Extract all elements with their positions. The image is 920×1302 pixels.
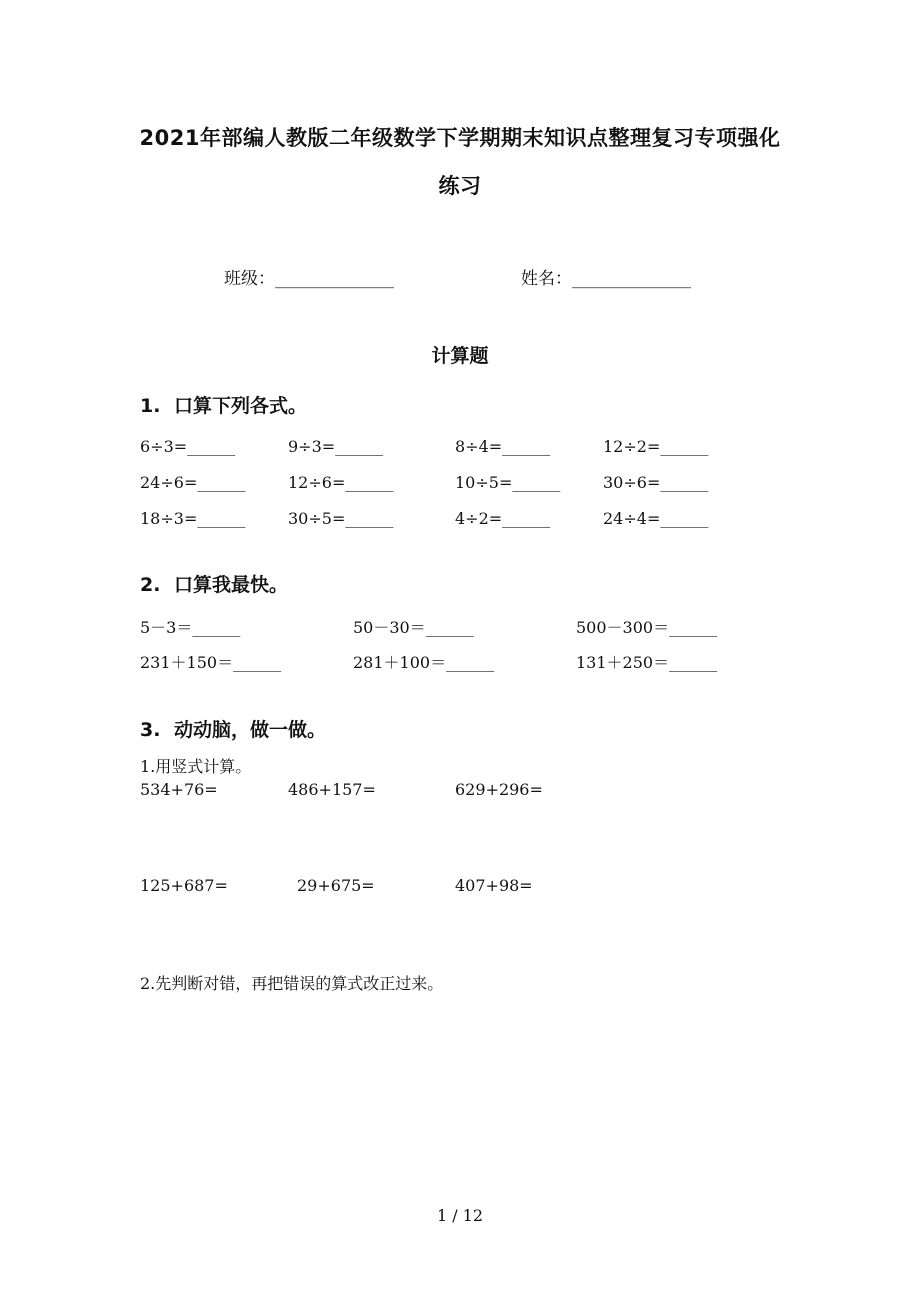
subquestion-2-label: 2.先判断对错，再把错误的算式改正过来。 bbox=[140, 974, 444, 993]
name-field: 姓名：______________ bbox=[521, 269, 691, 289]
problem-item: 12÷6=______ bbox=[288, 473, 394, 492]
problem-item: 500－300＝______ bbox=[576, 618, 718, 637]
question-title: 口算下列各式。 bbox=[174, 395, 308, 417]
document-title-line1: 2021年部编人教版二年级数学下学期期末知识点整理复习专项强化 bbox=[139, 126, 781, 150]
problem-item: 131＋250＝______ bbox=[576, 653, 718, 672]
problem-item: 18÷3=______ bbox=[140, 509, 246, 528]
question-number: 2. bbox=[140, 574, 161, 596]
question-1-heading bbox=[140, 391, 307, 418]
problem-item: 10÷5=______ bbox=[455, 473, 561, 492]
question-3-heading bbox=[140, 715, 326, 742]
problem-item: 9÷3=______ bbox=[288, 437, 384, 456]
problem-item: 6÷3=______ bbox=[140, 437, 236, 456]
subquestion-1-label: 1.用竖式计算。 bbox=[140, 757, 252, 776]
question-2-heading bbox=[140, 570, 288, 597]
problem-item: 281＋100＝______ bbox=[353, 653, 495, 672]
question-title: 动动脑，做一做。 bbox=[174, 719, 327, 741]
document-title-line2: 练习 bbox=[438, 174, 482, 198]
question-title: 口算我最快。 bbox=[174, 574, 289, 596]
problem-item: 231＋150＝______ bbox=[140, 653, 282, 672]
calc-item: 486+157= bbox=[288, 780, 376, 799]
class-field: 班级：______________ bbox=[224, 269, 394, 289]
question-number: 1. bbox=[140, 395, 161, 417]
problem-item: 8÷4=______ bbox=[455, 437, 551, 456]
problem-item: 30÷6=______ bbox=[603, 473, 709, 492]
calc-item: 125+687= bbox=[140, 876, 228, 895]
problem-item: 5－3＝______ bbox=[140, 618, 241, 637]
calc-item: 29+675= bbox=[297, 876, 375, 895]
problem-item: 50－30＝______ bbox=[353, 618, 474, 637]
problem-item: 30÷5=______ bbox=[288, 509, 394, 528]
calc-item: 629+296= bbox=[455, 780, 543, 799]
problem-item: 24÷6=______ bbox=[140, 473, 246, 492]
problem-item: 12÷2=______ bbox=[603, 437, 709, 456]
calc-item: 534+76= bbox=[140, 780, 218, 799]
calc-item: 407+98= bbox=[455, 876, 533, 895]
question-number: 3. bbox=[140, 719, 161, 741]
section-title: 计算题 bbox=[431, 345, 489, 367]
problem-item: 4÷2=______ bbox=[455, 509, 551, 528]
page-number: 1 / 12 bbox=[436, 1206, 484, 1225]
problem-item: 24÷4=______ bbox=[603, 509, 709, 528]
